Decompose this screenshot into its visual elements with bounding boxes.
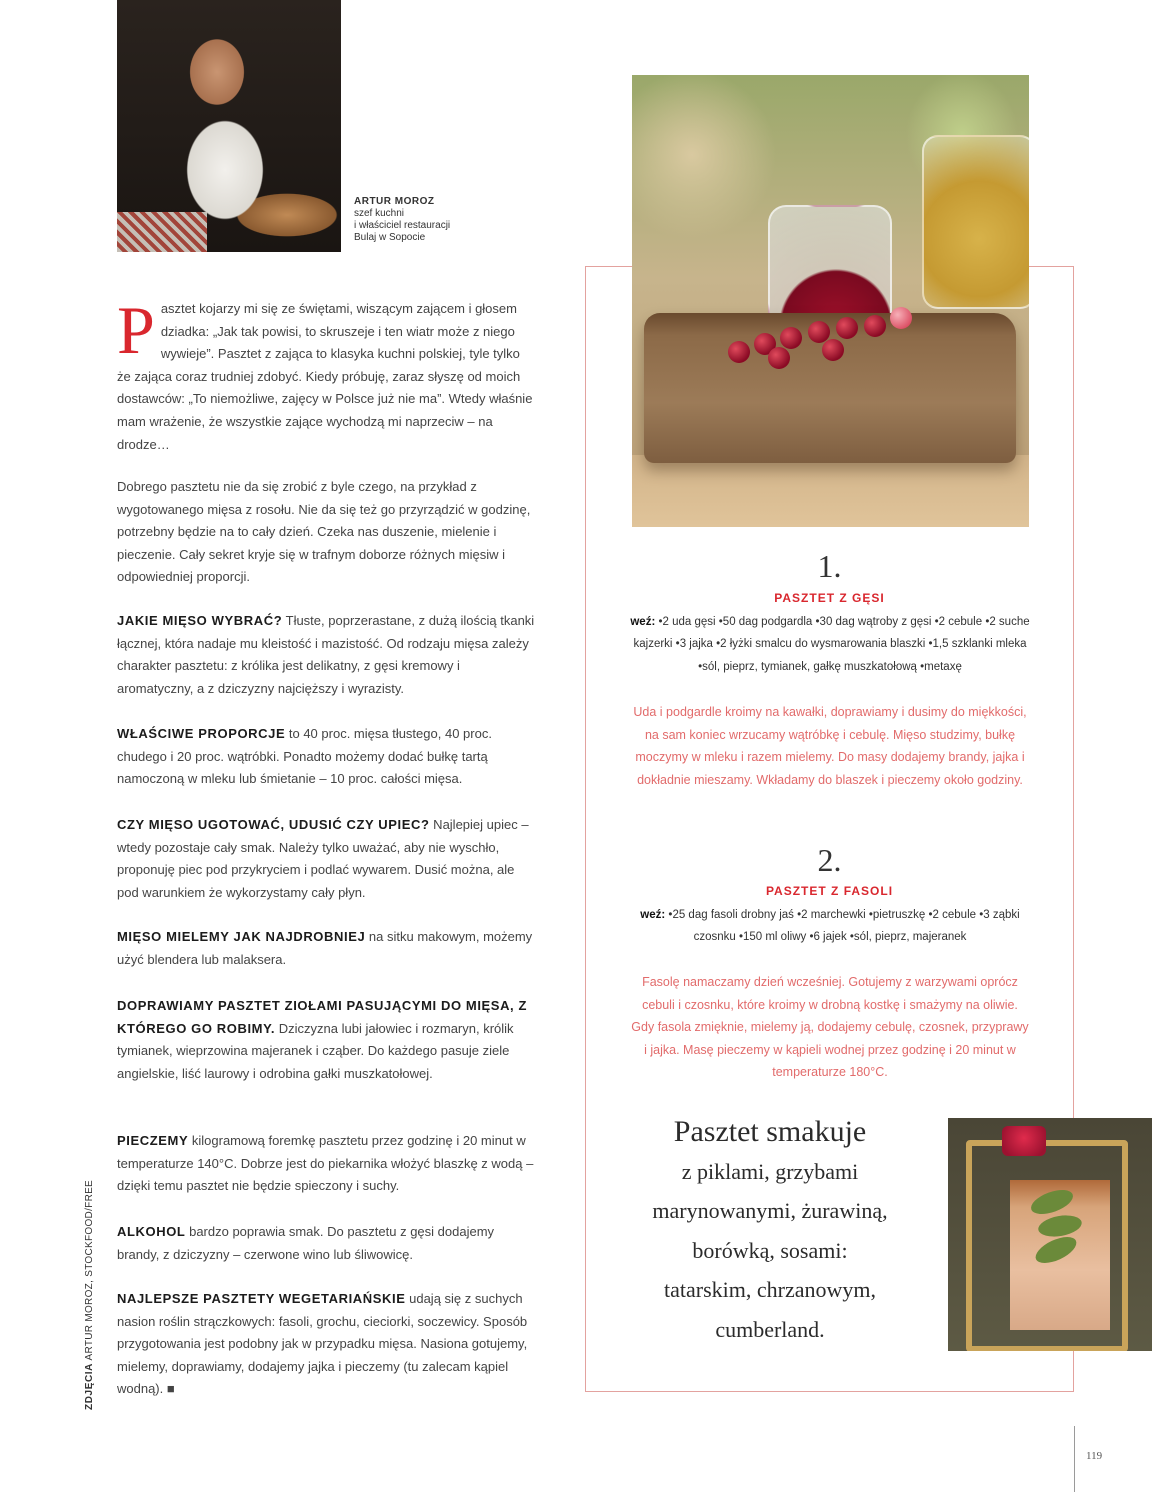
cutting-board (632, 455, 1029, 527)
recipe-method-1: Uda i podgardle kroimy na kawałki, doprawiamy i dusimy do miękkości, na sam koniec wrzucamy wątróbkę i cebulę. Mięso studzimy, bułkę moczymy w mleku i razem mielemy. Do masy dodajemy brandy, jajka i dokładnie mieszamy. Wkładamy do blaszek i pieczemy około godziny. (633, 705, 1027, 787)
tagline-line-3: marynowanymi, żurawiną, (652, 1198, 888, 1223)
bean-pate-photo (948, 1118, 1152, 1351)
cranberry-bowl (1002, 1126, 1046, 1156)
paragraph-heading: CZY MIĘSO UGOTOWAĆ, UDUSIĆ CZY UPIEC? (117, 817, 430, 832)
cranberry (768, 347, 790, 369)
paragraph-1 (117, 476, 537, 589)
paragraph-heading: WŁAŚCIWE PROPORCJE (117, 726, 286, 741)
cranberry (890, 307, 912, 329)
cranberry (836, 317, 858, 339)
tagline-line-5: tatarskim, chrzanowym, (664, 1277, 876, 1302)
tagline-line-6: cumberland. (715, 1316, 825, 1342)
goose-pate-photo (632, 75, 1029, 527)
ingredients-text: •2 uda gęsi •50 dag podgardla •30 dag wątroby z gęsi •2 cebule •2 suche kajzerki •3 jajka •2 łyżki smalcu do wysmarowania blaszki •1,5 szklanki mleka •sól, pieprz, tymianek, gałkę muszkatołową •metaxę (633, 616, 1030, 673)
ingredients-text: •25 dag fasoli drobny jaś •2 marchewki •pietruszkę •2 cebule •3 ząbki czosnku •150 ml oliwy •6 jajek •sól, pieprz, majeranek (668, 909, 1020, 944)
paragraph-text: bardzo poprawia smak. Do pasztetu z gęsi dodajemy brandy, z dziczyzny – czerwone wino lub śliwowicę. (117, 1224, 495, 1262)
paragraph-7 (117, 1130, 537, 1198)
paragraph-heading: PIECZEMY (117, 1133, 189, 1148)
ingredients-label: weź: (630, 616, 656, 628)
recipe-title-2: PASZTET Z FASOLI (765, 884, 894, 898)
paragraph-6 (117, 995, 537, 1085)
paragraph-heading: NAJLEPSZE PASZTETY WEGETARIAŃSKIE (117, 1291, 406, 1306)
paragraph-text: Tłuste, poprzerastane, z dużą ilością tkanki łącznej, która nadaje mu kleistość i mazistość. Od rodzaju mięsa zależy charakter pasztetu: z królika jest delikatny, z gęsi kremowy i aromatyczny, a z dziczyzny najcięższy i wyrazisty. (117, 613, 535, 696)
paragraph-2 (117, 610, 537, 700)
recipe-number-1: 1. (817, 548, 842, 584)
recipe-number-2: 2. (817, 842, 842, 878)
cranberry (822, 339, 844, 361)
paragraph-4 (117, 814, 537, 904)
paragraph-3 (117, 723, 537, 791)
paragraph-heading: DOPRAWIAMY PASZTET ZIOŁAMI PASUJĄCYMI DO MIĘSA, Z KTÓREGO GO ROBIMY. (117, 998, 528, 1036)
paragraph-heading: ALKOHOL (117, 1224, 186, 1239)
tablecloth (117, 212, 207, 252)
paragraph-heading: MIĘSO MIELEMY JAK NAJDROBNIEJ (117, 929, 366, 944)
paragraph-text: Dobrego pasztetu nie da się zrobić z byle czego, na przykład z wygotowanego mięsa z rosołu. Nie da się też go przyrządzić w godzinę, potrzebny będzie na to cały dzień. Czeka nas duszenie, mielenie i pieczenie. Cały sekret kryje się w trafnym doborze różnych mięsiw i odpowiedniej proporcji. (117, 479, 531, 585)
paragraph-8 (117, 1221, 537, 1266)
cranberry (864, 315, 886, 337)
photo-credit (84, 1150, 95, 1410)
tagline (610, 1112, 930, 1349)
page-number-rule (1074, 1426, 1075, 1492)
recipe-title-1: PASZTET Z GĘSI (774, 591, 885, 605)
page-number: 119 (1086, 1450, 1103, 1462)
credit-text: ARTUR MOROZ, STOCKFOOD/FREE (84, 1179, 95, 1364)
paragraph-text: Najlepiej upiec – wtedy pozostaje cały smak. Należy tylko uważać, aby nie wyschło, proponuję piec pod przykryciem i podlać wywarem. Dusić można, ale pod warunkiem że wykorzystamy cały płyn. (117, 817, 529, 900)
paragraph-heading: JAKIE MIĘSO WYBRAĆ? (117, 613, 283, 628)
pickle-jar (922, 135, 1029, 309)
recipe-ingredients-1 (630, 611, 1030, 678)
paragraph-text: kilogramową foremkę pasztetu przez godzinę i 20 minut w temperaturze 140°C. Dobrze jest do piekarnika włożyć blaszkę z wodą – dzięki temu pasztet nie będzie spieczony i suchy. (117, 1133, 534, 1194)
intro-text: asztet kojarzy mi się ze świętami, wiszącym zającem i głosem dziadka: „Jak tak powisi, to skruszeje i ten wiatr może z niego wywieje”. Pasztet z zająca to klasyka kuchni polskiej, tyle tylko że zająca coraz trudniej zdobyć. Kiedy próbuję, zaraz słyszę od moich dostawców: „To niemożliwe, zajęcy w Polsce już nie ma”. Wtedy właśnie mam wrażenie, że wszystkie zające wychodzą mi naprzeciw – na drodze… (117, 301, 533, 452)
tagline-line-4: borówką, sosami: (692, 1237, 848, 1263)
chef-name: ARTUR MOROZ (354, 196, 435, 207)
paragraph-text: to 40 proc. mięsa tłustego, 40 proc. chudego i 20 proc. wątróbki. Ponadto możemy dodać bułkę tartą namoczoną w mleku lub śmietanie – 10 proc. całości mięsa. (117, 726, 492, 787)
paragraph-5 (117, 926, 537, 971)
credit-label: ZDJĘCIA (84, 1363, 95, 1410)
cranberry (728, 341, 750, 363)
chef-role-2: i właściciel restauracji (354, 220, 451, 231)
cranberry (780, 327, 802, 349)
paragraph-9 (117, 1288, 537, 1401)
tagline-line-2: z piklami, grzybami (681, 1158, 859, 1184)
recipe-method-2: Fasolę namaczamy dzień wcześniej. Gotujemy z warzywami oprócz cebuli i czosnku, które kroimy w drobną kostkę i smażymy na oliwie. Gdy fasola zmięknie, mielemy ją, dodajemy cebulę, czosnek, przyprawy i jajka. Masę pieczemy w kąpieli wodnej przez godzinę i 20 minut w temperaturze 180°C. (631, 975, 1029, 1080)
drop-cap: P (117, 292, 155, 368)
chef-photo (117, 0, 341, 252)
tagline-line-1: Pasztet smakuje (673, 1115, 867, 1148)
chef-role-3: Bulaj w Sopocie (354, 232, 426, 243)
recipe-ingredients-2 (630, 904, 1030, 949)
intro-paragraph (117, 292, 537, 456)
chef-role-1: szef kuchni (354, 208, 405, 219)
ingredients-label: weź: (640, 909, 666, 921)
chef-caption (354, 196, 450, 244)
pate-loaf (644, 313, 1016, 463)
paragraph-text: Dziczyzna lubi jałowiec i rozmaryn, królik tymianek, wieprzowina majeranek i cząber. Do każdego pasuje ziele angielskie, liść laurowy i odrobina gałki muszkatołowej. (117, 1020, 514, 1081)
paragraph-text: na sitku makowym, możemy użyć blendera lub malaksera. (117, 929, 533, 967)
paragraph-text: udają się z suchych nasion roślin strączkowych: fasoli, grochu, cieciorki, soczewicy. Sposób przygotowania jest podobny jak w przypadku mięsa. Nasiona gotujemy, mielemy, doprawiamy, dodajemy jajka i pieczemy (tu zalecam kąpiel wodną). ■ (117, 1291, 528, 1397)
